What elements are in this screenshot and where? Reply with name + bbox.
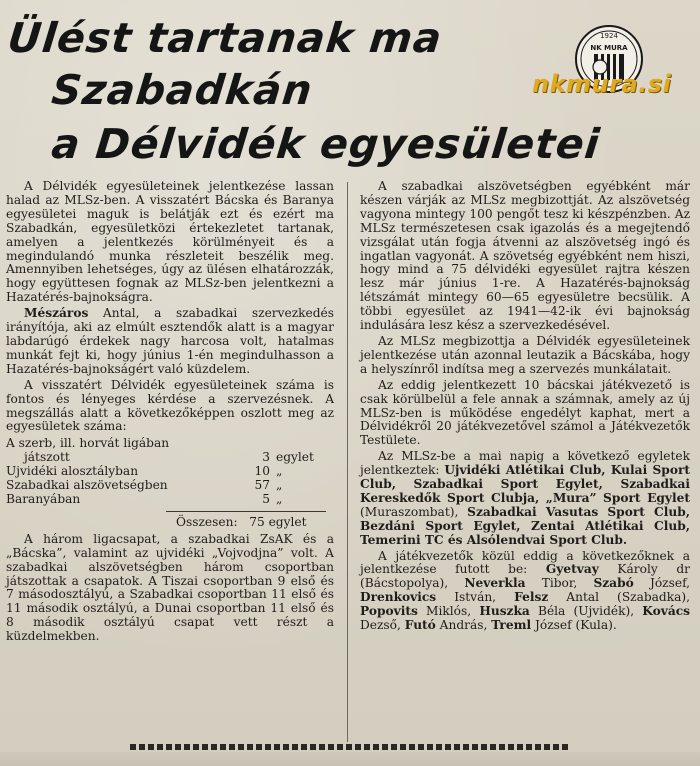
referee-name: Futó <box>404 618 436 633</box>
stat-count: 5 <box>262 491 270 506</box>
stat-label: játszott <box>24 450 70 465</box>
table-row <box>6 465 324 479</box>
referee-detail: Miklós, <box>417 604 480 619</box>
stats-total <box>6 507 334 533</box>
stat-unit: egylet <box>276 450 314 465</box>
left-paragraph-1: A Délvidék egyesületeinek jelentkezése lassan halad az MLSz-ben. A visszatért Bácska és Baranya egyesületei maguk is belátják ezt és ezért ma Szabadkán, egyesületközi értekezletet tartanak, amelyen a jelentkezés körülményeit és a megindulandó munka részleteit beszélik meg. Amennyiben lehetséges, úgy az ülésen elhatározzák, hogy együttesen fognak az MLSz-ben jelentkezni a Hazatérés-bajnokságra. <box>6 179 334 305</box>
table-row <box>6 479 324 493</box>
right-paragraph-2: Az MLSz megbizottja a Délvidék egyesületeinek jelentkezése után azonnal leutazik a Bácskába, hogy a helyszínről indítsa meg a szervezés munkálatait. <box>360 333 690 376</box>
stat-count: 10 <box>254 464 270 479</box>
referee-name: Treml <box>491 618 532 633</box>
referee-name: Neverkla <box>464 576 526 591</box>
total-label: Összesen: <box>176 514 238 529</box>
right-paragraph-4 <box>360 450 690 547</box>
total-rule <box>166 511 326 512</box>
referee-name: Popovits <box>360 604 418 619</box>
referee-name: Gyetvay <box>545 562 599 577</box>
referee-detail: Dezső, <box>360 618 405 633</box>
stat-label: Baranyában <box>6 491 81 506</box>
left-paragraph-4: A három ligacsapat, a szabadkai ZsAK és a „Bácska”, valamint az ujvidéki „Vojvodjna” volt. A szabadkai alszövetségben három csoportban játszottak a csapatok. A Tiszai csoportban 9 első és 7 másodosztályú, a Szabadkai csoportban 11 első és 11 második osztályú, a Dunai csoportban 11 első és 8 második osztályú csapat vett részt a küzdelmekben. <box>6 531 334 644</box>
referee-name: Drenkovics <box>360 590 437 605</box>
headline-line-2: Szabadkán <box>49 66 316 114</box>
right-paragraph-3: Az eddig jelentkezett 10 bácskai játékvezető is csak körülbelül a fele annak a számnak, amely az új MLSz-ben is működése engedélyt kaphat, mert a Délvidékről 20 játékvezetővel számol a Játékvezetők Testülete. <box>360 377 690 448</box>
clubs-list-1: Ujvidéki Atlétikai Club, Kulai Sport Club, Szabadkai Sport Egylet, Szabadkai Kereskedők Sport Clubja, „Mura” Sport Egylet <box>360 463 691 505</box>
right-paragraph-1: A szabadkai alszövetségben egyébként már készen várják az MLSz megbizottját. Az alszövetség vagyona mintegy 100 pengőt tesz ki készpénzben. Az MLSz természetesen csak igazolás és a megejtendő vizsgálat után fogja átvenni az alszövetség ingó és ingatlan vagyonát. A szövetség egyébként nem hiszi, hogy mind a 75 délvidéki egyesület rajtra készen lesz már június 1-re. A Hazatérés-bajnokság létszámát mintegy 60—65 egyesületre becsülik. A többi egyesület az 1941—42-ik évi bajnokság indulására lesz kész a szervezkedésével. <box>360 179 690 333</box>
total-value: 75 egylet <box>249 514 307 529</box>
left-paragraph-3: A visszatért Délvidék egyesületeinek száma is fontos és lényeges kérdése a szervezésnek. A megszállás alatt a következőképpen oszlott meg az egyesületek száma: <box>6 377 334 434</box>
referee-detail: Tibor, <box>525 576 594 591</box>
column-left <box>6 180 334 644</box>
referee-name: Huszka <box>479 604 530 619</box>
referee-name: Szabó <box>593 576 634 591</box>
column-divider <box>347 182 348 742</box>
stat-count: 3 <box>262 450 270 465</box>
referee-detail: József, <box>633 576 691 591</box>
headline-line-3: a Délvidék egyesületei <box>49 120 603 168</box>
referee-name: Kovács <box>642 604 691 619</box>
table-row <box>6 493 324 507</box>
stat-unit: „ <box>276 478 283 493</box>
stat-count: 57 <box>254 478 270 493</box>
referee-detail: Béla (Ujvidék), <box>529 604 643 619</box>
crest-club: NK MURA <box>590 44 628 52</box>
crest-year: 1924 <box>600 32 618 40</box>
name-meszaros: Mészáros <box>24 306 89 321</box>
clubs-mid: (Muraszombat), <box>360 504 468 519</box>
referee-detail: Antal (Szabadka), <box>548 590 691 605</box>
right-paragraph-5 <box>360 550 690 633</box>
clubs-list-2: Szabadkai Vasutas Sport Club, Bezdáni Sport Egylet, Zentai Atlétikai Club, Temerini TC és Alsólendvai Sport Club. <box>360 504 691 547</box>
stat-label: Szabadkai alszövetségben <box>6 478 168 493</box>
left-paragraph-2-text: Antal, a szabadkai szervezkedés irányítója, aki az elmúlt esztendők alatt is a magyar labdarúgó érdekek nagy harcosa volt, hatalmas munkát fejt ki, hogy június 1-én megindulhasson a Hazatérés-bajnokságért való küzdelem. <box>6 306 334 376</box>
referees-lead: A játékvezetők közül eddig a következőknek a jelentkezése futott be: <box>360 548 690 577</box>
referee-detail: Károly dr (Bácstopolya), <box>360 562 690 591</box>
page-bottom-edge <box>0 752 700 766</box>
decorative-rule <box>130 744 570 750</box>
referee-detail: István, <box>436 590 515 605</box>
left-paragraph-2 <box>6 307 334 377</box>
clubs-lead: Az MLSz-be a mai napig a következő egyletek jelentkeztek: <box>360 449 690 478</box>
stat-label: Ujvidéki alosztályban <box>6 464 139 479</box>
stat-unit: „ <box>276 491 283 506</box>
headline-line-1: Ülést tartanak ma <box>5 14 445 62</box>
club-count-table <box>6 451 324 507</box>
stats-head: A szerb, ill. horvát ligában <box>6 436 170 451</box>
column-right <box>360 180 690 633</box>
referee-name: Felsz <box>514 590 549 605</box>
stat-unit: „ <box>276 464 283 479</box>
table-row <box>6 451 324 465</box>
referee-detail: András, <box>435 618 492 633</box>
site-watermark: nkmura.si <box>532 70 672 98</box>
referee-detail: József (Kula). <box>531 618 617 633</box>
total-row <box>176 516 336 530</box>
